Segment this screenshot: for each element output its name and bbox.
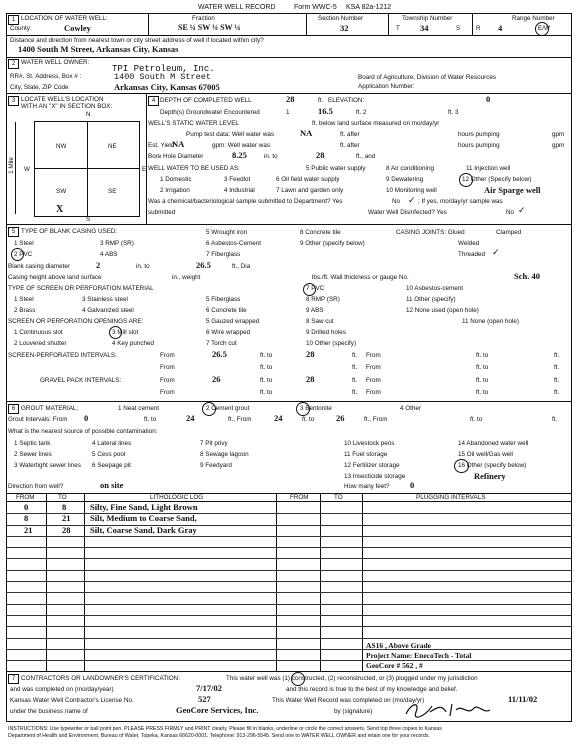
use-3: 3 Feedlot: [224, 176, 251, 183]
grout-3-circle: [296, 402, 310, 416]
compass-w: W: [24, 166, 30, 173]
section-5-number: 5: [8, 227, 19, 237]
section-2-number: 2: [8, 59, 19, 69]
grout-2-circle: [202, 402, 216, 416]
address-value: 1400 South M Street: [114, 72, 211, 82]
casing-1: 1 Steel: [14, 240, 34, 247]
open-8: 8 Saw cut: [306, 318, 334, 325]
contam-3: 3 Watertight sewer lines: [14, 462, 81, 469]
log-description: Silt, Medium to Coarse Sand,: [90, 513, 197, 524]
static-rest: ft. below land surface measured on mo/day/yr: [312, 120, 440, 127]
disinfect-no: No: [506, 209, 515, 216]
bore-in-to: in. to: [264, 153, 278, 160]
pump-gpm: gpm: [552, 131, 565, 138]
use-other-value: Air Sparge well: [484, 185, 541, 195]
joints-welded: Welded: [458, 240, 480, 247]
casing-8: 8 Concrete tile: [300, 229, 341, 236]
log-from: 21: [24, 524, 33, 535]
form-statute: KSA 82a-1212: [346, 4, 392, 11]
elevation-label: ELEVATION:: [328, 97, 365, 104]
gw-ft3: ft. 3: [448, 109, 459, 116]
contam-1: 1 Septic tank: [14, 440, 51, 447]
quadrant-se: SE: [108, 188, 117, 195]
s5-label: TYPE OF BLANK CASING USED:: [21, 228, 118, 235]
screen-9: 9 ABS: [306, 307, 324, 314]
screen-1: 1 Steel: [14, 296, 34, 303]
submitted-label: submitted: [148, 209, 176, 216]
contam-4: 4 Lateral lines: [92, 440, 132, 447]
yield-gpm: gpm: [552, 142, 565, 149]
use-9: 9 Dewatering: [386, 176, 424, 183]
joints-threaded: Threaded: [458, 251, 485, 258]
grout-i3-ftto: ft. to: [470, 416, 483, 423]
log-note-1: AS16 , Above Grade: [366, 641, 432, 650]
screen-label: TYPE OF SCREEN OR PERFORATION MATERIAL: [8, 285, 154, 292]
bore-label: Bore Hole Diameter: [148, 153, 204, 160]
gravel-from-2: From: [366, 377, 381, 384]
license-label: Kansas Water Well Contractor's License No.: [10, 697, 134, 704]
section-1-number: 1: [8, 15, 19, 25]
howmany-label: How many feet?: [344, 483, 390, 490]
use-2: 2 Irrigation: [160, 187, 190, 194]
section-7-number: 7: [8, 674, 19, 684]
blank-to-value: 26.5: [196, 260, 211, 270]
howmany-value: 0: [410, 480, 415, 490]
use-11: 11 Injection well: [466, 165, 511, 172]
perf-to-value: 28: [306, 349, 315, 359]
section-4-number: 4: [148, 96, 159, 106]
section-3-number: 3: [8, 96, 19, 106]
application-number-label: Application Number:: [358, 83, 415, 90]
contam-15: 15 Oil well/Gas well: [458, 451, 513, 458]
gw1-value: 16.5: [318, 106, 333, 116]
gravel-to-value: 28: [306, 374, 315, 384]
screen-3: 3 Stainless steel: [82, 296, 128, 303]
contam-9: 9 Feedyard: [200, 462, 232, 469]
log-header-lithologic: LITHOLOGIC LOG: [150, 494, 204, 501]
footer-line-1: INSTRUCTIONS: Use typewriter or ball point pen. PLEASE PRESS FIRMLY and PRINT clearly. Please fill in blanks, underline or circle the correct answers. Send top three copies to Kansas: [8, 726, 442, 732]
contam-7: 7 Pit privy: [200, 440, 228, 447]
perf-ft-to-3: ft. to: [260, 364, 273, 371]
fraction-value: SE ¼ SW ¼ SW ¼: [178, 23, 241, 32]
yield-value: NA: [172, 139, 185, 149]
quadrant-ne: NE: [108, 143, 117, 150]
mile-arrow: [15, 122, 16, 214]
perf-ft-to-2: ft. to: [476, 352, 489, 359]
blank-dia: ft., Dia: [232, 263, 251, 270]
township-label: Township Number: [402, 15, 453, 22]
perf-ft-to: ft. to: [260, 352, 273, 359]
yield-after: ft. after: [340, 142, 360, 149]
depth-label: DEPTH OF COMPLETED WELL: [160, 97, 252, 104]
section-number-value: 32: [340, 23, 349, 33]
joints-clamped: Clamped: [496, 229, 522, 236]
gravel-from-1: From: [160, 377, 175, 384]
open-5: 5 Gauzed wrapped: [206, 318, 260, 325]
screen-11: 11 Other (specify): [406, 296, 456, 303]
open-10: 10 Other (specify): [306, 340, 357, 347]
use-6: 6 Oil field water supply: [276, 176, 340, 183]
gw-label: Depth(s) Groundwater Encountered: [160, 109, 260, 116]
s2-label: WATER WELL OWNER:: [21, 59, 90, 66]
contam-14: 14 Abandoned water well: [458, 440, 529, 447]
height-label: Casing height above land surface: [8, 274, 102, 281]
log-header-plugging: PLUGGING INTERVALS: [416, 494, 486, 501]
gravel-label: GRAVEL PACK INTERVALS:: [40, 377, 122, 384]
log-from: 8: [24, 513, 29, 524]
compass-s: S: [86, 216, 91, 223]
disinfect-check: ✓: [518, 205, 526, 215]
contam-2: 2 Sewer lines: [14, 451, 52, 458]
distance-value: 1400 South M Street, Arkansas City, Kansas: [18, 44, 179, 54]
section-6-number: 6: [8, 404, 19, 414]
grout-i1-ftto: ft. to: [144, 416, 157, 423]
range-label: Range Number: [512, 15, 555, 22]
log-to: 21: [62, 513, 71, 524]
log-from: 0: [24, 502, 29, 512]
bore-value: 8.25: [232, 150, 247, 160]
completed-date: 7/17/02: [196, 683, 222, 693]
casing-5: 5 Wrought iron: [206, 229, 248, 236]
s1-label: LOCATION OF WATER WELL:: [21, 15, 108, 22]
perf-from-1: From: [160, 352, 175, 359]
log-description: Silty, Fine Sand, Light Brown: [90, 502, 198, 512]
gravel-ft-3: ft.: [352, 389, 358, 396]
perf-ft-4: ft.: [554, 364, 560, 371]
perf-from-2: From: [366, 352, 381, 359]
range-value: 4: [498, 23, 503, 33]
casing-3: 3 RMP (SR): [100, 240, 134, 247]
log-header-to-2: TO: [334, 494, 343, 501]
perf-ft-to-4: ft. to: [476, 364, 489, 371]
chem-rest: ; If yes, mo/day/yr sample was: [418, 198, 503, 205]
open-7: 7 Torch cut: [206, 340, 237, 347]
joints-glued: CASING JOINTS: Glued: [396, 229, 465, 236]
gravel-from-value: 26: [212, 374, 221, 384]
elevation-value: 0: [486, 94, 491, 104]
perf-label: SCREEN-PERFORATED INTERVALS:: [8, 352, 117, 359]
open-2: 2 Louvered shutter: [14, 340, 67, 347]
gw1-n: 1: [286, 109, 290, 116]
perf-ft-3: ft.: [352, 364, 358, 371]
grout-2: 2 Cement grout: [206, 405, 250, 412]
screen-4: 4 Galvanized steel: [82, 307, 134, 314]
log-note-2: Project Name: EnecoTech - Total: [366, 651, 472, 660]
owner-name: TPI Petroleum, Inc.: [112, 64, 215, 74]
casing-2: 2 PVC: [14, 251, 33, 258]
use-10: 10 Monitoring well: [386, 187, 437, 194]
screen-6: 6 Concrete tile: [206, 307, 247, 314]
use-12: 12 Other (Specify below): [462, 176, 532, 183]
casing-7: 7 Fiberglass: [206, 251, 241, 258]
contam-16-circle: [454, 459, 469, 473]
city-label: City, State, ZIP Code: [10, 84, 69, 91]
depth-value: 28: [286, 94, 295, 104]
open-11: 11 None (open hole): [462, 318, 519, 325]
open-6: 6 Wire wrapped: [206, 329, 251, 336]
log-to: 8: [62, 502, 67, 512]
log-header-from-2: FROM: [290, 494, 309, 501]
pump-value: NA: [300, 128, 313, 138]
perf-ft-2: ft.: [554, 352, 560, 359]
s7-line1: This water well was (1) constructed, (2) reconstructed, or (3) plugged under my jurisdiction: [226, 675, 478, 682]
perf-from-value: 26.5: [212, 349, 227, 359]
yield-label: Est. Yield: [148, 142, 175, 149]
gravel-ft-to: ft. to: [260, 377, 273, 384]
compass-e: E: [142, 166, 147, 173]
grout-int-label: Grout Intervals: From: [8, 416, 68, 423]
contam-11: 11 Fuel storage: [344, 451, 388, 458]
grout-1: 1 Neat cement: [118, 405, 159, 412]
grout-i2-ftfrom: ft., From: [364, 416, 388, 423]
grout-4: 4 Other: [400, 405, 421, 412]
threaded-check: ✓: [492, 247, 500, 257]
county-value: Cowley: [64, 23, 91, 33]
blank-in-to: in. to: [136, 263, 150, 270]
s7-line2a: and was completed on (mo/day/year): [10, 686, 114, 693]
gauge-value: Sch. 40: [514, 271, 540, 281]
contam-6: 6 Seepage pit: [92, 462, 131, 469]
form-number: Form WWC-5: [294, 4, 337, 11]
pump-label: Pump test data: Well water was: [186, 131, 275, 138]
compass-n: N: [86, 111, 91, 118]
screen-10: 10 Asbestos-cement: [406, 285, 464, 292]
gravel-ft-4: ft.: [554, 389, 560, 396]
open-1: 1 Continuous slot: [14, 329, 63, 336]
use-label: WELL WATER TO BE USED AS:: [148, 165, 240, 172]
height-rest: in., weight: [172, 274, 201, 281]
grout-i1-to: 24: [186, 413, 195, 423]
license-rest: This Water Well Record was completed on (mo/day/yr): [272, 697, 425, 704]
log-header-to: TO: [58, 494, 67, 501]
chem-label: Was a chemical/bacteriological sample submitted to Department? Yes: [148, 198, 343, 205]
log-to: 28: [62, 524, 71, 535]
s7-label: CONTRACTORS OR LANDOWNER'S CERTIFICATION:: [21, 675, 180, 682]
disinfect-label: Water Well Disinfected? Yes: [368, 209, 447, 216]
section-number-label: Section Number: [318, 15, 364, 22]
pump-after: ft. after: [340, 131, 360, 138]
footer-line-2: Department of Health and Environment, Bureau of Water, Topeka, Kansas 66620-0001. Telephone: 913-296-5545. Send one to WATER WELL OWNER and retain one for your records.: [8, 733, 430, 739]
address-label: RR#, St. Address, Box # :: [10, 73, 82, 80]
log-note-3: GeoCore # 562 , #: [366, 661, 423, 670]
use-1: 1 Domestic: [160, 176, 192, 183]
screen-2: 2 Brass: [14, 307, 36, 314]
gravel-ft-to-2: ft. to: [476, 377, 489, 384]
lbs-label: lbs./ft. Wall thickness or gauge No.: [312, 274, 409, 281]
business-value: GeoCore Services, Inc.: [176, 705, 259, 715]
perf-from-3: From: [160, 364, 175, 371]
distance-label: Distance and direction from nearest town or city street address of well if located within city?: [10, 37, 264, 44]
contam-5: 5 Cess pool: [92, 451, 126, 458]
grout-i2-from: 24: [274, 413, 283, 423]
signature-image: [402, 698, 512, 720]
signature-label: by (signature): [334, 708, 373, 715]
casing-9: 9 Other (specify below): [300, 240, 365, 247]
range-ew: E/W: [538, 25, 550, 32]
fraction-label: Fraction: [192, 15, 215, 22]
s7-line2b: and this record is true to the best of my knowledge and belief.: [286, 686, 458, 693]
screen-7: 7 PVC: [306, 285, 325, 292]
quadrant-sw: SW: [56, 188, 67, 195]
township-s: S: [456, 25, 461, 32]
static-label: WELL'S STATIC WATER LEVEL: [148, 120, 239, 127]
yield-hours: hours pumping: [458, 142, 500, 149]
perf-from-4: From: [366, 364, 381, 371]
range-r: R: [476, 25, 481, 32]
contam-8: 8 Sewage lagoon: [200, 451, 249, 458]
township-t: T: [396, 25, 400, 32]
casing-2-circle: [11, 248, 24, 261]
mile-label: 1 Mile: [7, 157, 15, 174]
county-label: County:: [10, 25, 32, 32]
location-mark: X: [56, 204, 64, 215]
gravel-ft-2: ft.: [554, 377, 560, 384]
depth-ft: ft.: [318, 97, 324, 104]
use-5: 5 Public water supply: [306, 165, 366, 172]
yield-rest: gpm: Well water was: [212, 142, 270, 149]
quadrant-nw: NW: [56, 143, 67, 150]
grout-i1-ftfrom: ft., From: [228, 416, 252, 423]
city-value: Arkansas City, Kansas 67005: [114, 82, 220, 92]
log-description: Silt, Coarse Sand, Dark Gray: [90, 524, 197, 535]
license-value: 527: [198, 694, 211, 704]
screen-7-circle: [303, 283, 316, 296]
perf-ft: ft.: [352, 352, 358, 359]
s3-label-2: WITH AN "X" IN SECTION BOX:: [21, 103, 113, 110]
contam-10: 10 Livestock pens: [344, 440, 395, 447]
log-header-from: FROM: [16, 494, 35, 501]
blank-dia-label: Blank casing diameter: [8, 263, 70, 270]
openings-label: SCREEN OR PERFORATION OPENINGS ARE:: [8, 318, 144, 325]
s6-label: GROUT MATERIAL:: [21, 405, 79, 412]
contam-13: 13 Insecticide storage: [344, 473, 406, 480]
grout-i2-to: 26: [336, 413, 345, 423]
range-e-circle: [535, 22, 549, 36]
form-title: WATER WELL RECORD: [198, 4, 276, 11]
screen-5: 5 Fiberglass: [206, 296, 241, 303]
board-label: Board of Agriculture, Division of Water Resources: [358, 74, 497, 81]
grout-i1-from: 0: [84, 413, 89, 423]
open-3-circle: [109, 326, 122, 339]
contam-other-value: Refinery: [474, 471, 506, 481]
gravel-ft-to-3: ft. to: [260, 389, 273, 396]
gravel-from-3: From: [160, 389, 175, 396]
screen-8: 8 RMP (SR): [306, 296, 340, 303]
blank-dia-value: 2: [96, 260, 101, 270]
record-date: 11/11/02: [508, 694, 538, 704]
constructed-circle: [291, 672, 305, 686]
gravel-ft: ft.: [352, 377, 358, 384]
pump-hours: hours pumping: [458, 131, 500, 138]
bore-ft-and: ft., and: [356, 153, 376, 160]
s3-label-1: LOCATE WELL'S LOCATION: [21, 96, 104, 103]
grout-i2-ftto: ft. to: [302, 416, 315, 423]
direction-value: on site: [100, 480, 124, 490]
open-4: 4 Key punched: [112, 340, 155, 347]
business-label: under the business name of: [10, 708, 88, 715]
gw-ft2: ft. 2: [356, 109, 367, 116]
use-12-circle: [459, 173, 473, 187]
use-4: 4 Industrial: [224, 187, 255, 194]
casing-6: 6 Asbestos-Cement: [206, 240, 261, 247]
casing-4: 4 ABS: [100, 251, 118, 258]
contam-12: 12 Fertilizer storage: [344, 462, 400, 469]
screen-12: 12 None used (open hole): [406, 307, 479, 314]
gravel-from-4: From: [366, 389, 381, 396]
use-8: 8 Air conditioning: [386, 165, 434, 172]
township-value: 34: [420, 23, 429, 33]
direction-label: Direction from well?: [8, 483, 64, 490]
use-7: 7 Lawn and garden only: [276, 187, 344, 194]
open-9: 9 Drilled holes: [306, 329, 346, 336]
contam-label: What is the nearest source of possible contamination:: [8, 428, 158, 435]
contam-16: 16 Other (specify below): [458, 462, 527, 469]
grout-i3-ft: ft.: [552, 416, 558, 423]
open-3: 3 Mill slot: [112, 329, 139, 336]
bore-to-value: 28: [316, 150, 325, 160]
chem-check: ✓: [408, 195, 416, 205]
grout-3: 3 Bentonite: [300, 405, 332, 412]
chem-no: No: [392, 198, 401, 205]
gravel-ft-to-4: ft. to: [476, 389, 489, 396]
